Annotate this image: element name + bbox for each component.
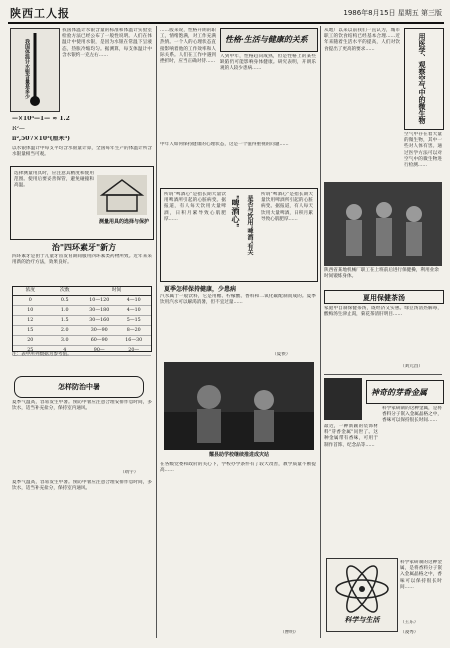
tetracycline-teeth-body: 四环素牙是由于儿童牙齿发育期间服用四环素类药物所致。近年来采用新的治疗方法，效果良好。 (12, 254, 152, 266)
table-cell: 20 (27, 338, 34, 343)
formula-2: R²— (12, 126, 25, 132)
table-cell: 3.0 (60, 338, 69, 343)
table-header-cell: 时间 (111, 288, 122, 293)
table-cell: 1.5 (60, 318, 69, 323)
byline: （刘元昌） (400, 364, 423, 369)
graphic-title: 我国体温计水银含量是多少 (24, 39, 30, 99)
table-row (13, 316, 151, 326)
personality-banner-title: 性格·生活与健康的关系 (225, 34, 308, 44)
photo-people-icon (164, 362, 314, 450)
microbe-title: 用医学、观察空气中的微生物 (418, 33, 427, 124)
page-header (8, 4, 444, 24)
table-note: 注：表中所列数据为参考值。 (12, 352, 72, 357)
photo-workers-icon (324, 182, 442, 266)
table-cell: 90— (93, 348, 105, 353)
microbe-title-box (404, 28, 444, 130)
fragrant-metal-title: 神奇的芽香金属 (371, 387, 427, 397)
dosage-table (12, 286, 152, 352)
illustration (97, 175, 147, 215)
personality-article-body: 人到中年，性格趋向成熟，但是性格上的某些缺陷仍可能影响身体健康。研究表明，开朗乐观的人较少患病…… (220, 54, 316, 72)
exercise-photo (324, 182, 442, 266)
measuring-tools-body: 选择测量用具时，应注意其精度和使用范围。使用后要妥善保管，避免碰撞和高温。 (14, 171, 94, 189)
table-cell: 4—10 (126, 298, 141, 303)
table-cell: 30—180 (89, 308, 110, 313)
table-cell: 12 (27, 318, 34, 323)
heatstroke-title-box (14, 376, 144, 398)
byline: （凌秀） (400, 630, 419, 635)
table-cell: 16—30 (125, 338, 143, 343)
fragrant-metal-title-box (366, 380, 444, 404)
health-tea-body: 家庭中自制保健茶汤，既经济又实惠。绿豆汤清热解毒，酸梅汤生津止渴，菊花茶清肝明目…… (324, 306, 442, 318)
byline: （王东） (400, 620, 419, 625)
table-cell: 60—90 (90, 338, 108, 343)
stamp-title: 科学与生活 (344, 615, 380, 624)
beer-heart-title: "啤酒心" (231, 195, 241, 228)
table-cell: 30—90 (90, 328, 108, 333)
measuring-tools-box (10, 166, 154, 240)
house-drawing-icon (97, 175, 147, 215)
dateline: 1986年8月15日 星期五 第三版 (343, 9, 442, 17)
table-cell: 25 (27, 348, 34, 353)
table-header-cell: 浓度 (25, 288, 36, 293)
exercise-photo-caption: 陕西省某地机械厂职工在上班前后进行保健操，利用业余时间锻炼身体。 (324, 268, 439, 279)
table-cell: 0.5 (60, 298, 69, 303)
diet-article-body: 从地广以来以前我们一直认为，城市职工的饮食结构已经基本合理……近年来随着生活水平的提高，人们对饮食提出了更高的要求…… (324, 28, 400, 52)
formula-3: π²,507×10³(厘米³) (12, 136, 70, 142)
table-row (13, 306, 151, 316)
science-life-stamp (326, 558, 398, 632)
school-photo-caption: 耀县助学校继续推进成灾站 (208, 452, 269, 458)
table-cell: 15 (27, 328, 34, 333)
table-body (13, 296, 151, 356)
personality-article-intro: ……般来说，性格开朗的职工，情绪饱满，对工作充满热情。一个人的心理状态直接影响着他的工作效率和人际关系。人们在工作中遇到挫折时，应当正确对待…… (160, 28, 216, 65)
byline: （曹明） (280, 630, 299, 635)
heatstroke-body-cont: 夏季气温高，容易发生中暑。预防中暑应注意合理安排作息时间，多饮水，适当补充盐分，保持室内通风。 (12, 480, 152, 492)
fragrant-metal-body: 最近，一种新颖的装饰材料"芽香金属"问世了。这种金属带有香味，可用于制作首饰、纪念品等…… (324, 424, 378, 448)
table-cell: 10 (27, 308, 34, 313)
personality-article-cont: 中年人如何保持健康的心理状态，这是一个值得重视的问题…… (160, 142, 289, 147)
byline: （夏侯） (272, 352, 291, 357)
fragrant-metal-body-2: 科学家研制的这种金属，是将香料分子嵌入金属晶格之中，香味可以保持很长时间…… (382, 406, 442, 424)
summer-health-title: 夏季怎样保持健康，少患病 (164, 286, 237, 293)
microbe-body: 空气中存在着大量的微生物，其中一些对人体有害。通过医学方法可以对空气中的微生物进行检测…… (404, 132, 442, 169)
byline: （靖宇） (120, 470, 139, 475)
school-photo (164, 362, 314, 450)
table-cell: 0 (28, 298, 32, 303)
column-rule (156, 26, 157, 638)
metal-illustration (324, 378, 362, 420)
beer-heart-box (160, 188, 318, 282)
masthead: 陕西工人报 (10, 7, 70, 20)
table-cell: 5—15 (126, 318, 141, 323)
heatstroke-title: 怎样防治中暑 (58, 382, 100, 391)
beer-heart-body-2: 所谓"啤酒心"是指长期大量饮用啤酒所引起的心脏病变。据报道，有人每天饮用大量啤酒，日积月累导致心肌肥厚…… (261, 192, 313, 222)
column-rule (320, 26, 321, 638)
thermometer-article-intro: 我国体温计水银含量的标准和体温计实验室检验方法已经公布了一般性说明。人们在体温计中使用水银，是因为水银在常温下呈液态，热胀冷缩均匀。据测算，每支体温计中含水银约一克左右…… (62, 28, 152, 58)
table-cell: 4—10 (126, 308, 141, 313)
section-rule (324, 374, 442, 375)
beer-heart-body: 所谓"啤酒心"是指长期大量饮用啤酒所引起的心脏病变。据报道，有人每天饮用大量啤酒，日积月累导致心肌肥厚…… (164, 192, 226, 222)
health-tea-title: 夏用保健茶汤 (363, 293, 405, 302)
tetracycline-teeth-title: 治"四环素牙"新方 (51, 242, 117, 252)
measuring-tools-title: 测量用具的选择与保护 (99, 219, 150, 225)
table-row (13, 296, 151, 306)
table-cell: 20— (128, 348, 140, 353)
table-cell: 2.0 (60, 328, 69, 333)
table-cell: 10—120 (89, 298, 110, 303)
table-cell: 4 (63, 348, 67, 353)
thermometer-article-body: 以水银体温计中每支平均含水银量计算，全国每年生产的体温计所含水银量相当可观。 (12, 146, 152, 158)
table-header-cell: 次数 (59, 288, 70, 293)
table-row (13, 326, 151, 336)
beer-heart-subtitle: 是否与饮用"啤酒"有关 (246, 195, 253, 256)
formula-1: —×10³—1— ≈ 1.2 (12, 116, 70, 122)
soda-article-body: 汽水属于一般饮料，它是用糖、柠檬酸、香料和二氧化碳配制而成的。夏季饮用汽水可以解渴消暑，但不宜过量…… (160, 294, 316, 306)
table-cell: 1.0 (60, 308, 69, 313)
table-row (13, 336, 151, 346)
personality-banner (220, 28, 318, 52)
table-cell: 8—20 (126, 328, 141, 333)
table-cell: 30—160 (89, 318, 110, 323)
thermometer-graphic (10, 28, 60, 112)
heatstroke-body: 夏季气温高，容易发生中暑。预防中暑应注意合理安排作息时间，多饮水，适当补充盐分，保持室内通风。 (12, 400, 152, 412)
health-tea-title-box (324, 290, 444, 304)
school-article-body: 在各级党委和政府的关心下，学校办学条件有了较大改善，教学质量不断提高…… (160, 462, 316, 474)
fragrant-metal-body-3: 科学家研制的这种金属，是将香料分子嵌入金属晶格之中，香味可以保持很长时间…… (400, 560, 442, 590)
